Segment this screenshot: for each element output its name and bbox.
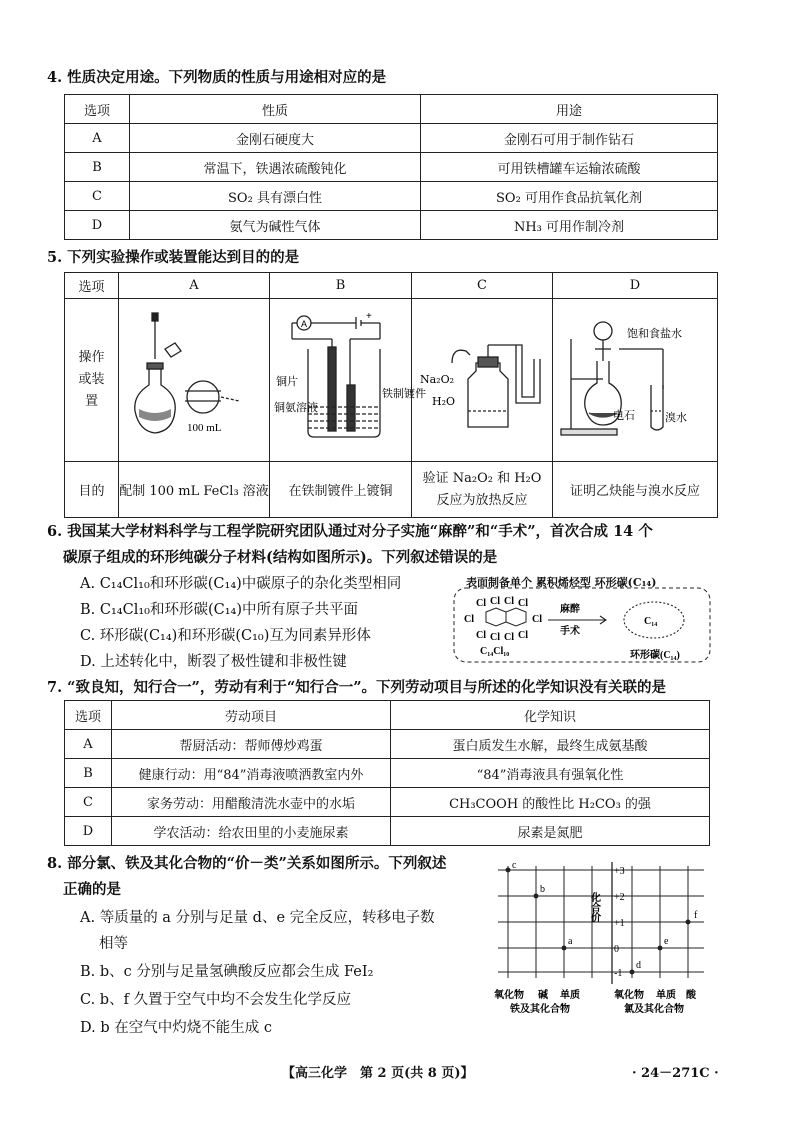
table-header: 劳动项目 [112,701,391,730]
table-cell: SO₂ 可用作食品抗氧化剂 [421,182,718,211]
apparatus-a [119,299,270,462]
table-header: 性质 [130,95,421,124]
apparatus-d [553,299,718,462]
table-row [65,182,718,211]
label-b: b [540,884,545,895]
electroplating-diagram [270,299,426,457]
q8-option-d: D. b 在空气中灼烧不能生成 c [80,1020,272,1036]
table-cell: 可用铁槽罐车运输浓硫酸 [421,153,718,182]
group-label: 铁及其化合物 [510,1004,570,1015]
cl-label: Cl [476,598,486,609]
reactant-label: C₁₄Cl₁₀ [480,646,510,657]
y-tick: +3 [614,866,625,877]
cl-label: Cl [518,630,528,641]
x-tick: 碱 [538,990,548,1001]
table-cell: 常温下，铁遇浓硫酸钝化 [130,153,421,182]
x-tick: 单质 [656,990,676,1001]
x-tick: 单质 [560,990,580,1001]
table-cell: 尿素是氮肥 [391,817,710,846]
table-cell: D [65,211,130,240]
cl-label: Cl [504,596,514,607]
table-row [65,124,718,153]
group-label: 氯及其化合物 [624,1004,684,1015]
table-cell: 金刚石硬度大 [130,124,421,153]
table-cell: SO₂ 具有漂白性 [130,182,421,211]
cl-label: Cl [504,632,514,643]
q6-figure [452,574,714,666]
cl-label: Cl [490,596,500,607]
y-tick: -1 [614,968,623,979]
table-header: 用途 [421,95,718,124]
label-a: a [568,936,573,947]
brine-label: 饱和食盐水 [627,327,682,340]
q5-table [64,272,718,518]
x-tick: 氧化物 [494,990,524,1001]
arrow-bottom-label: 手术 [560,626,580,637]
table-cell: B [65,153,130,182]
table-cell: 健康行动：用“84”消毒液喷洒教室内外 [112,759,391,788]
table-row [65,788,710,817]
table-row [65,701,710,730]
q8-option-a: A. 等质量的 a 分别与足量 d、e 完全反应，转移电子数 [80,910,435,926]
y-tick: +2 [614,892,625,903]
point-e [658,946,663,951]
reaction-scheme [452,574,714,666]
q8-stem-line2: 正确的是 [63,881,121,898]
table-row [65,462,718,518]
table-header: D [553,273,718,299]
table-cell: NH₃ 可用作制冷剂 [421,211,718,240]
flask-label: 100 mL [187,422,222,434]
point-c [506,868,511,873]
apparatus-b [270,299,426,462]
ammeter-icon: A [301,319,308,329]
cl-label: Cl [518,598,528,609]
table-header: B [270,273,412,299]
h2o-label: H₂O [432,395,456,408]
point-d [630,970,635,975]
page-code: · 24－271C · [632,1066,719,1081]
q7-table [64,700,710,846]
apparatus-c [412,299,553,462]
plus-icon: + [366,311,372,322]
copper-label: 铜片 [276,375,298,388]
table-cell: 家务劳动：用醋酸清洗水壶中的水垢 [112,788,391,817]
na2o2-water-diagram [412,299,552,457]
purpose-d: 证明乙炔能与溴水反应 [553,462,718,518]
table-cell: 帮厨活动：帮师傅炒鸡蛋 [112,730,391,759]
label-d: d [636,960,641,971]
iron-label: 铁制镀件 [382,387,426,400]
point-f [686,920,691,925]
table-header: 选项 [65,95,130,124]
y-tick: +1 [614,918,625,929]
table-header: 化学知识 [391,701,710,730]
purpose-a: 配制 100 mL FeCl₃ 溶液 [119,462,270,518]
table-cell: 蛋白质发生水解，最终生成氨基酸 [391,730,710,759]
product-center-label: C₁₄ [644,616,658,627]
table-header: C [412,273,553,299]
table-header: 选项 [65,701,112,730]
x-tick: 酸 [686,990,696,1001]
product-label: 环形碳(C₁₄) [630,650,680,661]
table-cell: A [65,124,130,153]
table-row [65,211,718,240]
q5-stem: 5. 下列实验操作或装置能达到目的的是 [47,249,300,266]
cl-label: Cl [532,614,542,625]
table-cell: 学农活动：给农田里的小麦施尿素 [112,817,391,846]
row-label-purpose: 目的 [65,462,119,518]
table-row [65,95,718,124]
table-row [65,153,718,182]
na2o2-label: Na₂O₂ [420,373,455,386]
table-row [65,759,710,788]
q8-chart [490,852,714,1022]
point-b [534,894,539,899]
label-f: f [694,910,698,921]
table-row [65,817,710,846]
table-header: 选项 [65,273,119,299]
q6-stem-line2: 碳原子组成的环形纯碳分子材料(结构如图所示)。下列叙述错误的是 [63,549,498,566]
q8-option-a-cont: 相等 [99,936,128,952]
table-row [65,299,718,462]
q6-option-d: D. 上述转化中，断裂了极性键和非极性键 [80,654,347,670]
cl-label: Cl [490,632,500,643]
table-cell: C [65,182,130,211]
table-cell: 金刚石可用于制作钻石 [421,124,718,153]
label-c: c [512,860,517,871]
label-e: e [664,936,669,947]
volumetric-flask-diagram [119,299,269,457]
q6-option-a: A. C₁₄Cl₁₀和环形碳(C₁₄)中碳原子的杂化类型相同 [80,576,402,592]
purpose-c: 验证 Na₂O₂ 和 H₂O 反应为放热反应 [412,462,553,518]
arrow-top-label: 麻醉 [560,604,580,615]
figure-caption: 表面制备单个 累积烯烃型 环形碳(C₁₄) [466,576,657,589]
table-cell: D [65,817,112,846]
table-cell: “84”消毒液具有强氧化性 [391,759,710,788]
row-label-device: 操作或装置 [65,299,119,462]
q8-stem-line1: 8. 部分氯、铁及其化合物的“价－类”关系如图所示。下列叙述 [47,855,447,872]
cl-label: Cl [464,614,474,625]
bromine-label: 溴水 [665,411,687,424]
cl-label: Cl [476,630,486,641]
carbide-label: 电石 [613,409,635,422]
table-header: A [119,273,270,299]
q6-option-b: B. C₁₄Cl₁₀和环形碳(C₁₄)中所有原子共平面 [80,602,358,618]
table-cell: 氨气为碱性气体 [130,211,421,240]
q8-option-b: B. b、c 分别与足量氢碘酸反应都会生成 FeI₂ [80,964,374,980]
valence-class-chart [490,852,714,1022]
q6-option-c: C. 环形碳(C₁₄)和环形碳(C₁₀)互为同素异形体 [80,628,371,644]
table-row [65,273,718,299]
y-axis-label: 化合价 [588,892,600,922]
acetylene-diagram [553,299,717,457]
table-cell: CH₃COOH 的酸性比 H₂CO₃ 的强 [391,788,710,817]
page-footer: 【高三化学 第 2 页(共 8 页)】 [282,1066,474,1081]
table-cell: C [65,788,112,817]
q4-stem: 4. 性质决定用途。下列物质的性质与用途相对应的是 [47,69,387,86]
q7-stem: 7. “致良知，知行合一”，劳动有利于“知行合一”。下列劳动项目与所述的化学知识没有关联的是 [47,679,667,696]
x-tick: 氧化物 [614,990,644,1001]
y-tick: 0 [614,944,619,955]
q8-option-c: C. b、f 久置于空气中均不会发生化学反应 [80,992,352,1008]
point-a [562,946,567,951]
q6-stem-line1: 6. 我国某大学材料科学与工程学院研究团队通过对分子实施“麻醉”和“手术”，首次合成 14 个 [47,523,653,540]
purpose-b: 在铁制镀件上镀铜 [270,462,412,518]
solution-label: 铜氨溶液 [274,401,318,414]
table-cell: A [65,730,112,759]
table-row [65,730,710,759]
q4-table [64,94,718,240]
table-cell: B [65,759,112,788]
